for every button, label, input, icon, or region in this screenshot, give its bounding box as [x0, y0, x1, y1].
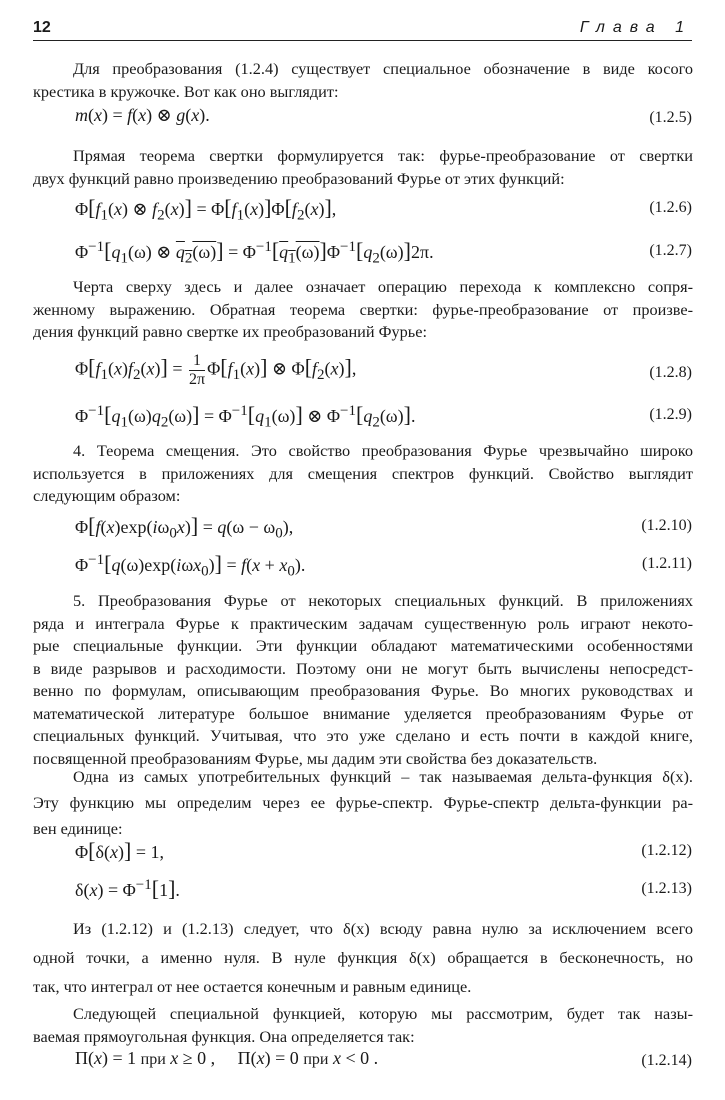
formula: m(x) = f(x) ⊗ g(x).: [75, 105, 210, 125]
paragraph-1: [33, 58, 693, 103]
equation-1-2-12: [75, 838, 692, 868]
formula: $\Phi^{-1}[q_1(\omega)q_2(\omega)] = \Phi^{-1}[q_1(\omega)]$ ⊗ $\Phi^{-1}[q_2(\omega)]$.: [75, 402, 416, 431]
text-line: Прямая теорема свертки формулируется так: фурье-преобразование от свертки: [73, 146, 693, 165]
formula: $\Phi^{-1}[q(\omega)\exp(i\omega x_0)] = f(x + x_0)$.: [75, 551, 306, 580]
page-header: [33, 14, 692, 41]
text-line: Черта сверху здесь и далее означает операцию перехода к комплексно сопря-: [73, 277, 693, 296]
formula: $\Phi[f_1(x)f_2(x)]$ = $\frac{1}{2\pi}$ $\Phi[f_1(x)]$ ⊗ $\Phi[f_2(x)]$,: [75, 352, 357, 388]
equation-1-2-10: [75, 513, 692, 543]
paragraph-2: [33, 145, 693, 190]
formula: Π(x) = 1 при x ≥ 0 , Π(x) = 0 при x < 0 .: [75, 1048, 379, 1068]
equation-number: (1.2.10): [641, 517, 692, 534]
text-line: Одна из самых употребительных функций – так называемая дельта-функция δ(x).: [73, 767, 693, 786]
equation-number: (1.2.12): [641, 842, 692, 859]
text-line: 4. Теорема смещения. Это свойство преобразования Фурье чрезвычайно широко: [73, 441, 693, 460]
text-line: крестика в кружочке. Вот как оно выглядит:: [33, 81, 339, 101]
text-line: Из (1.2.12) и (1.2.13) следует, что δ(x) всюду равна нулю за исключением всего: [73, 919, 693, 938]
equation-number: (1.2.7): [649, 242, 692, 259]
text-line: венно по формулам, описывающим преобразования Фурье. Во многих руководствах и: [33, 681, 693, 700]
text-line: дения функций равно свертке их преобразований Фурье:: [33, 322, 427, 341]
equation-1-2-6: [75, 195, 692, 225]
text-line: ряда и интеграла Фурье к практическим задачам существенную роль играют некото-: [33, 613, 693, 633]
formula: $\delta(x) = \Phi^{-1}[1]$.: [75, 876, 180, 901]
text-line: вен единице:: [33, 819, 123, 838]
text-line: женному выражению. Обратная теорема свертки: фурье-преобразование от произве-: [33, 299, 693, 319]
text-line: одной точки, а именно нуля. В нуле функция δ(x) обращается в бесконечность, но: [33, 948, 693, 967]
text-line: используется в приложениях для смещения спектров функций. Свойство выглядит: [33, 463, 693, 483]
equation-1-2-5: [75, 105, 692, 135]
text-line: 5. Преобразования Фурье от некоторых специальных функций. В приложениях: [73, 591, 693, 610]
equation-number: (1.2.9): [649, 406, 692, 423]
text-line: следующим образом:: [33, 486, 181, 505]
equation-1-2-13: [75, 876, 692, 906]
text-line: Эту функцию мы определим через ее фурье-спектр. Фурье-спектр дельта-функции ра-: [33, 793, 693, 812]
paragraph-5: [33, 590, 693, 770]
fraction-denominator: 2π: [189, 371, 206, 388]
paragraph-4: [33, 440, 693, 508]
equation-number: (1.2.11): [641, 555, 692, 572]
formula: $\Phi^{-1}[q_1(\omega)$ ⊗ $q_2(\omega)] = \Phi^{-1}[q_1(\omega)]\Phi^{-1}[q_2(\omega)]2\pi$.: [75, 238, 434, 267]
equation-1-2-11: [75, 551, 692, 581]
paragraph-6: [33, 764, 693, 842]
equation-number: (1.2.8): [649, 364, 692, 381]
word-pri: при: [303, 1051, 329, 1068]
text-line: так, что интеграл от нее остается конечным и равным единице.: [33, 977, 472, 996]
equation-number: (1.2.14): [641, 1052, 692, 1069]
equation-1-2-8: [75, 352, 692, 388]
paragraph-7: [33, 914, 693, 1001]
paragraph-3: [33, 276, 693, 344]
text-line: Следующей специальной функцией, которую мы рассмотрим, будет так назы-: [73, 1004, 693, 1023]
equation-1-2-14: [75, 1048, 692, 1078]
text-line: двух функций равно произведению преобразований Фурье от этих функций:: [33, 168, 565, 188]
equation-number: (1.2.6): [649, 199, 692, 216]
equation-1-2-7: [75, 238, 692, 268]
chapter-title: Глава 1: [579, 19, 692, 36]
equation-number: (1.2.5): [649, 109, 692, 126]
fraction-numerator: 1: [189, 352, 205, 371]
text-line: в виде разрывов и расходимости. Поэтому они не могут быть вычислены непосредст-: [33, 658, 693, 678]
word-pri: при: [140, 1051, 166, 1068]
text-line: Для преобразования (1.2.4) существует специальное обозначение в виде косого: [73, 59, 693, 78]
text-line: рые специальные функции. Эти функции обладают математическими особенностями: [33, 636, 693, 655]
page-number: 12: [33, 19, 51, 36]
equation-1-2-9: [75, 402, 692, 432]
equation-number: (1.2.13): [641, 880, 692, 897]
text-line: посвященной преобразованиям Фурье, мы дадим эти свойства без доказательств.: [33, 748, 598, 768]
text-line: ваемая прямоугольная функция. Она определяется так:: [33, 1026, 415, 1046]
formula: $\Phi[f_1(x)$ ⊗ $f_2(x)] = \Phi[f_1(x)]\Phi[f_2(x)]$,: [75, 195, 337, 224]
text-line: математической литературе большое внимание уделяется преобразованиям Фурье от: [33, 703, 693, 723]
paragraph-8: [33, 1003, 693, 1048]
formula: $\Phi[f(x)\exp(i\omega_0x)] = q(\omega - \omega_0)$,: [75, 513, 294, 542]
formula: Φ[δ(x)] = 1,: [75, 838, 164, 863]
text-line: специальных функций. Учитывая, что это уже сделано и есть почти в каждой книге,: [33, 726, 693, 745]
fraction: [189, 352, 205, 389]
